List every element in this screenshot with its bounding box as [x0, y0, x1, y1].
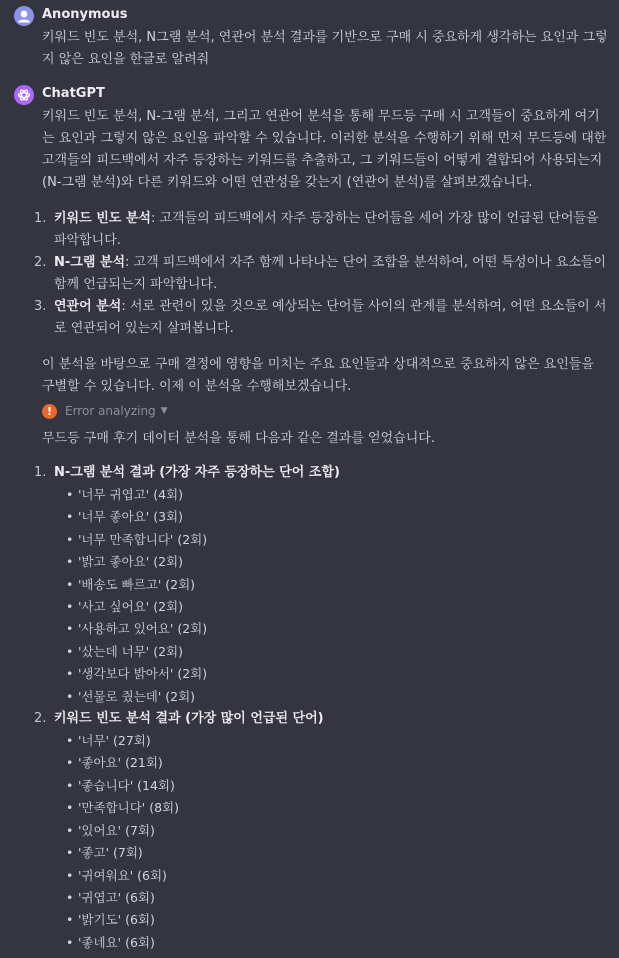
list-item: • '배송도 빠르고' (2회) — [66, 574, 609, 596]
list-item: • '좋고' (7회) — [66, 842, 609, 864]
assistant-intro: 키워드 빈도 분석, N-그램 분석, 그리고 연관어 분석을 통해 무드등 구매 시 고객들이 중요하게 여기는 요인과 그렇지 않은 요인을 파악할 수 있습니다. 이러한 분석을 수행하기 위해 먼저 무드등에 대한 고객들의 피드백에서 자주 등장하는 키워드를 추출하고, 그 키워드들이 어떻게 결합되어 사용되는지 (N-그램 분석)와 다른 키워드와 어떤 연관성을 갖는지 (연관어 분석)를 살펴보겠습니다. — [42, 109, 607, 190]
results-list — [34, 462, 609, 954]
list-item: • '사용하고 있어요' (2회) — [66, 618, 609, 640]
list-item: • '귀엽고' (6회) — [66, 887, 609, 909]
openai-logo-icon — [17, 88, 31, 102]
user-avatar — [14, 6, 34, 26]
chevron-down-icon: ▼ — [160, 406, 168, 416]
list-item: • '샀는데 너무' (2회) — [66, 641, 609, 663]
assistant-message — [0, 85, 619, 954]
user-message — [0, 0, 619, 71]
assistant-author-name: ChatGPT — [42, 86, 105, 101]
list-item: • '좋아요' (21회) — [66, 752, 609, 774]
list-item: • '너무 좋아요' (3회) — [66, 506, 609, 528]
error-label: Error analyzing — [65, 404, 156, 418]
method-title: 키워드 빈도 분석 — [54, 211, 151, 226]
list-item: • '밝고 좋아요' (2회) — [66, 551, 609, 573]
list-item: • '좋네요' (6회) — [66, 932, 609, 954]
assistant-summary: 이 분석을 바탕으로 구매 결정에 영향을 미치는 주요 요인들과 상대적으로 중요하지 않은 요인들을 구별할 수 있습니다. 이제 이 분석을 수행해보겠습니다. — [42, 357, 594, 394]
user-author-name: Anonymous — [42, 7, 128, 22]
list-item: • '선물로 줬는데' (2회) — [66, 686, 609, 708]
keyword-frequency-results — [54, 730, 609, 954]
analysis-methods-list — [34, 208, 609, 340]
list-item: • '생각보다 밝아서' (2회) — [66, 663, 609, 685]
ngram-results — [54, 484, 609, 708]
result-section-keyword-frequency: 2. 키워드 빈도 분석 결과 (가장 많이 언급된 단어) • '너무' (27회) • '좋아요' (21회) • '좋습니다' (14회) • '만족합니다' (8회) • '있어요' (7회) • '좋고' (7회) • '귀여워요' (6회) • '귀엽고' (6회) • '밝기도' (6회) • '좋네요' (6회) — [48, 708, 609, 954]
result-section-title: N-그램 분석 결과 (가장 자주 등장하는 단어 조합) — [54, 465, 340, 480]
list-item: • '사고 싶어요' (2회) — [66, 596, 609, 618]
method-desc: : 고객들의 피드백에서 자주 등장하는 단어들을 세어 가장 많이 언급된 단어들을 파악합니다. — [54, 211, 599, 248]
list-item: 2. N-그램 분석: 고객 피드백에서 자주 함께 나타나는 단어 조합을 분석하여, 어떤 특성이나 요소들이 함께 언급되는지 파악합니다. — [34, 255, 606, 292]
list-item: • '있어요' (7회) — [66, 820, 609, 842]
list-item: 1. 키워드 빈도 분석: 고객들의 피드백에서 자주 등장하는 단어들을 세어 가장 많이 언급된 단어들을 파악합니다. — [34, 211, 599, 248]
error-analyzing-toggle[interactable] — [42, 400, 609, 422]
list-item: • '귀여워요' (6회) — [66, 865, 609, 887]
results-intro: 무드등 구매 후기 데이터 분석을 통해 다음과 같은 결과를 얻었습니다. — [42, 431, 435, 446]
method-title: 연관어 분석 — [54, 299, 122, 314]
list-item: • '너무' (27회) — [66, 730, 609, 752]
list-item: • '만족합니다' (8회) — [66, 797, 609, 819]
list-item: • '너무 만족합니다' (2회) — [66, 529, 609, 551]
method-desc: : 고객 피드백에서 자주 함께 나타나는 단어 조합을 분석하여, 어떤 특성이나 요소들이 함께 언급되는지 파악합니다. — [54, 255, 606, 292]
error-icon: ! — [42, 404, 57, 419]
list-item: • '밝기도' (6회) — [66, 909, 609, 931]
user-icon — [14, 6, 34, 26]
method-desc: : 서로 관련이 있을 것으로 예상되는 단어들 사이의 관계를 분석하여, 어떤 요소들이 서로 연관되어 있는지 살펴봅니다. — [54, 299, 607, 336]
list-item: • '너무 귀엽고' (4회) — [66, 484, 609, 506]
result-section-ngram: 1. N-그램 분석 결과 (가장 자주 등장하는 단어 조합) • '너무 귀엽고' (4회) • '너무 좋아요' (3회) • '너무 만족합니다' (2회) • '밝고 좋아요' (2회) • '배송도 빠르고' (2회) • '사고 싶어요' (2회) • '사용하고 있어요' (2회) • '샀는데 너무' (2회) • '생각보다 밝아서' (2회) • '선물로 줬는데' (2회) — [48, 462, 609, 708]
list-item: • '좋습니다' (14회) — [66, 775, 609, 797]
list-item: 3. 연관어 분석: 서로 관련이 있을 것으로 예상되는 단어들 사이의 관계를 분석하여, 어떤 요소들이 서로 연관되어 있는지 살펴봅니다. — [34, 299, 607, 336]
result-section-title: 키워드 빈도 분석 결과 (가장 많이 언급된 단어) — [54, 711, 324, 727]
user-message-text: 키워드 빈도 분석, N그램 분석, 연관어 분석 결과를 기반으로 구매 시 중요하게 생각하는 요인과 그렇지 않은 요인을 한글로 알려줘 — [42, 30, 608, 67]
method-title: N-그램 분석 — [54, 255, 126, 270]
assistant-avatar — [14, 85, 34, 105]
